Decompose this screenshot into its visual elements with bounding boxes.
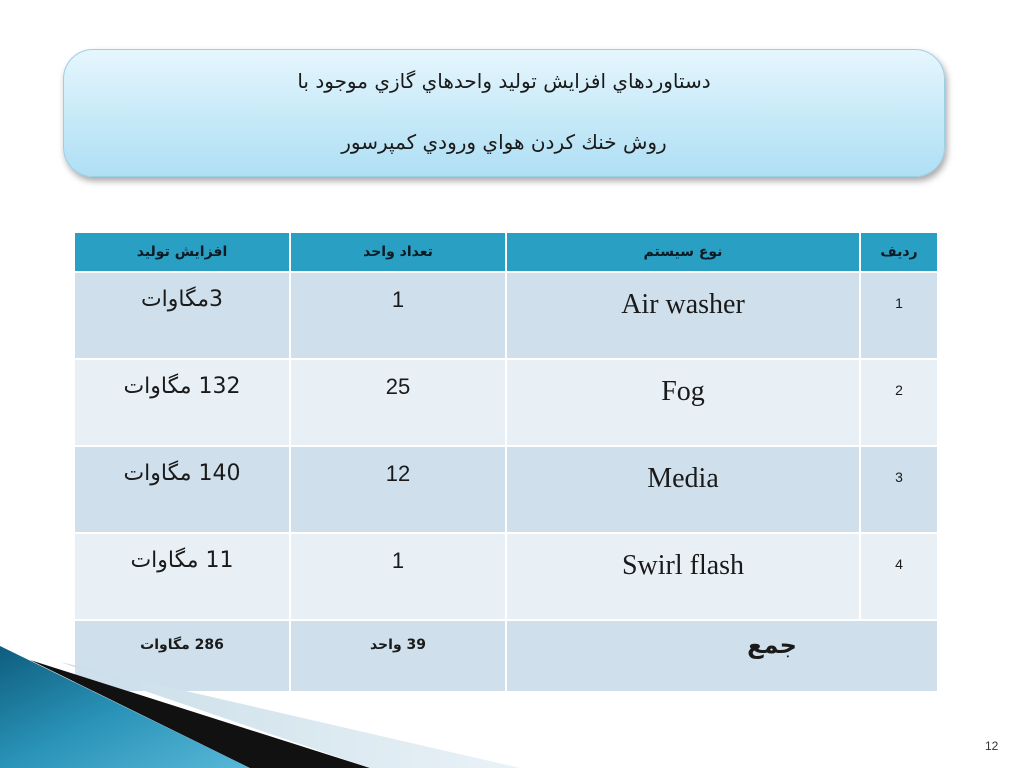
total-label: جمع bbox=[747, 631, 797, 659]
results-table bbox=[73, 231, 939, 693]
table-row bbox=[74, 533, 938, 620]
unit-count-cell: 12 bbox=[290, 446, 506, 533]
header-unit-count: تعداد واحد bbox=[290, 232, 506, 272]
table-header-row bbox=[74, 232, 938, 272]
unit-count-cell: 25 bbox=[290, 359, 506, 446]
production-increase-cell: 132 مگاوات bbox=[74, 359, 290, 446]
unit-count-cell: 1 bbox=[290, 272, 506, 359]
production-increase-cell: 3مگاوات bbox=[74, 272, 290, 359]
page-number: 12 bbox=[985, 739, 999, 753]
total-label-cell bbox=[506, 620, 938, 692]
table-row bbox=[74, 359, 938, 446]
header-production-increase: افزايش توليد bbox=[74, 232, 290, 272]
row-index-cell: 3 bbox=[860, 446, 938, 533]
title-banner bbox=[63, 49, 945, 177]
row-index-cell: 2 bbox=[860, 359, 938, 446]
row-index-cell: 1 bbox=[860, 272, 938, 359]
system-type-cell: Media bbox=[506, 446, 860, 533]
decorative-swoosh bbox=[0, 640, 520, 768]
system-type-cell: Air washer bbox=[506, 272, 860, 359]
row-index-cell: 4 bbox=[860, 533, 938, 620]
system-type-cell: Swirl flash bbox=[506, 533, 860, 620]
header-system-type: نوع سيستم bbox=[506, 232, 860, 272]
table-row bbox=[74, 446, 938, 533]
system-type-cell: Fog bbox=[506, 359, 860, 446]
production-increase-cell: 11 مگاوات bbox=[74, 533, 290, 620]
table-row bbox=[74, 272, 938, 359]
production-increase-cell: 140 مگاوات bbox=[74, 446, 290, 533]
header-row-index: رديف bbox=[860, 232, 938, 272]
title-line-2: روش خنك كردن هواي ورودي كمپرسور bbox=[341, 130, 667, 154]
total-increase-cell: 286 مگاوات bbox=[74, 620, 290, 692]
total-units-cell: 39 واحد bbox=[290, 620, 506, 692]
title-line-1: دستاوردهاي افزايش توليد واحدهاي گازي موجود با bbox=[297, 69, 711, 93]
unit-count-cell: 1 bbox=[290, 533, 506, 620]
